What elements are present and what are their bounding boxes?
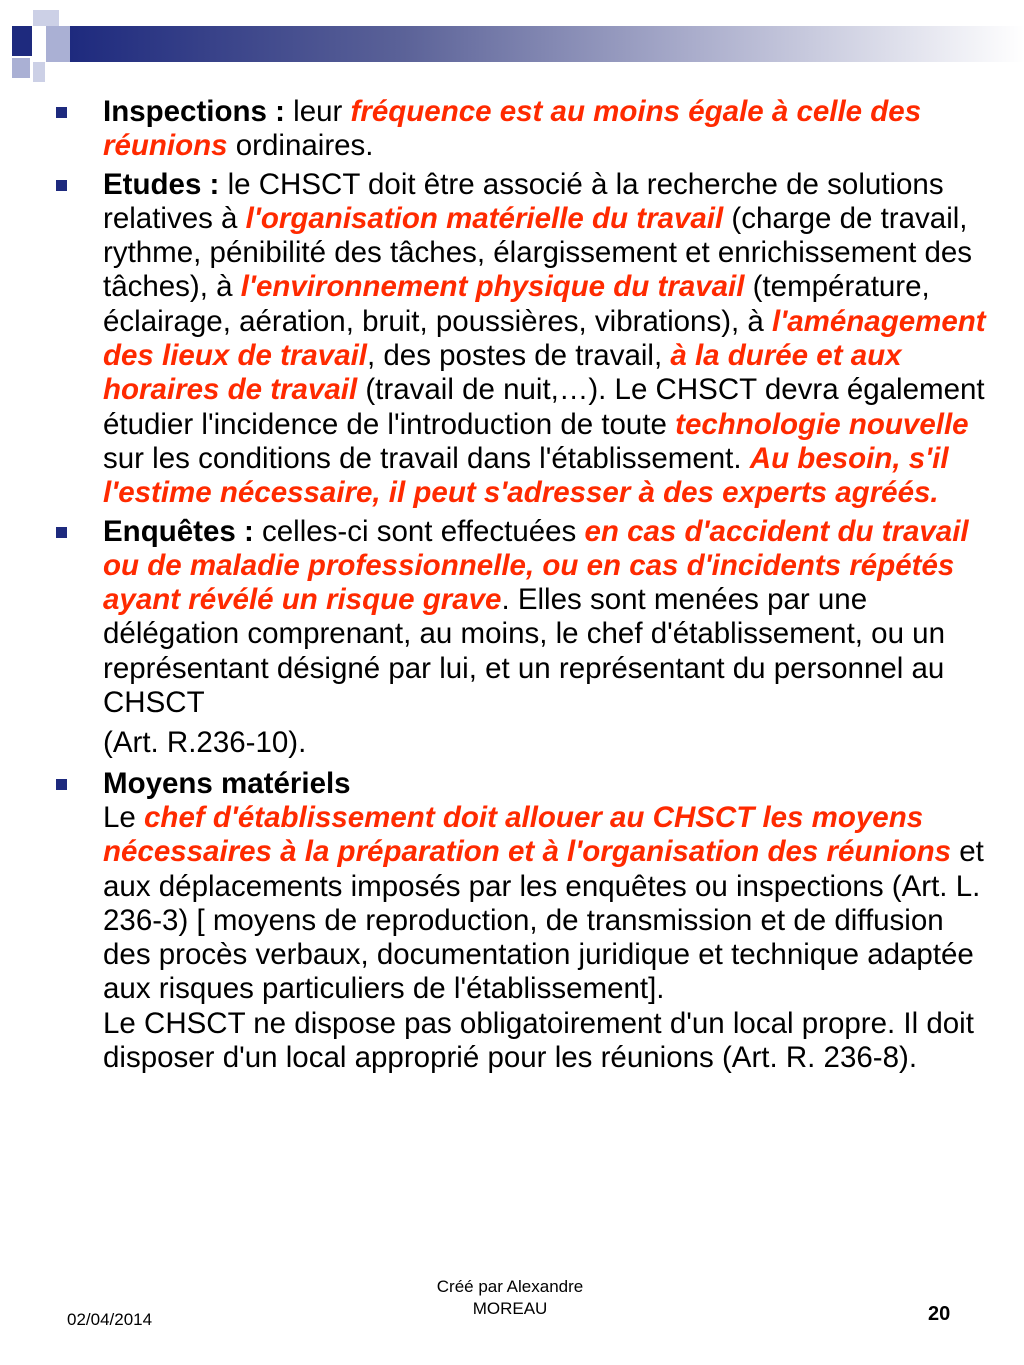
highlighted-text: fréquence est au moins égale à celle des réunions (103, 95, 922, 163)
header-gradient-bar (70, 26, 1024, 62)
bullet-item (56, 95, 996, 164)
body-text: et aux déplacements imposés par les enquêtes ou inspections (Art. L. 236-3) [ moyens de reproduction, de transmission et de diffusion des procès verbaux, documentation juridique et technique adaptée aux risques particuliers de l'établissement]. (103, 835, 984, 1006)
decor-square (12, 58, 30, 78)
body-text: ordinaires. (227, 129, 374, 163)
decor-square (12, 26, 32, 56)
footer-date: 02/04/2014 (67, 1310, 153, 1329)
highlighted-text: l'organisation matérielle du travail (245, 201, 724, 235)
bullet-heading: Inspections : (103, 95, 294, 128)
bullet-moyens-materiels (56, 767, 996, 1076)
slide-content (56, 95, 996, 1079)
bullet-square-icon (56, 180, 67, 191)
bullet-heading: Enquêtes : (103, 514, 262, 548)
highlighted-text: technologie nouvelle (675, 407, 969, 441)
decor-square (33, 10, 59, 26)
article-reference: (Art. R.236-10). (103, 726, 307, 760)
highlighted-text: en cas d'accident du travail ou de maladie professionnelle, ou en cas d'incidents répétés ayant révélé un risque grave (103, 514, 969, 617)
bullet-square-icon (56, 527, 67, 538)
body-text: (travail de nuit,…). Le CHSCT devra également étudier l'incidence de l'introduction de toute (103, 373, 985, 441)
bullet-item (56, 515, 996, 721)
body-text: sur les conditions de travail dans l'établissement. (103, 441, 750, 475)
body-text: Le (103, 800, 145, 834)
highlighted-text: l'aménagement des lieux de travail (103, 304, 986, 373)
highlighted-text: à la durée et aux horaires de travail (103, 339, 902, 407)
body-text: leur (293, 95, 351, 128)
decor-square (46, 26, 70, 62)
bullet-title: Moyens matériels (103, 766, 351, 800)
bullet-item (56, 168, 996, 511)
footer-author (400, 1276, 620, 1320)
highlighted-text: l'environnement physique du travail (240, 270, 745, 304)
highlighted-text: chef d'établissement doit allouer au CHSCT les moyens nécessaires à la préparation et à l'organisation des réunions (103, 800, 952, 869)
body-text: . Elles sont menées par une délégation comprenant, au moins, le chef d'établissement, ou un représentant désigné par lui, et un représentant du personnel au CHSCT (103, 583, 945, 720)
bullet-text (103, 801, 996, 1007)
footer-author-line: Créé par Alexandre (436, 1277, 584, 1296)
footer-author-line: MOREAU (472, 1299, 548, 1318)
body-text: celles-ci sont effectuées (262, 514, 585, 548)
page-number: 20 (928, 1303, 951, 1325)
bullet-closing-text: Le CHSCT ne dispose pas obligatoirement d'un local propre. Il doit disposer d'un local approprié pour les réunions (Art. R. 236-8). (103, 1006, 974, 1075)
body-text: (température, éclairage, aération, bruit, poussières, vibrations), à (103, 270, 930, 338)
bullet-list (56, 95, 996, 720)
bullet-heading: Etudes : (103, 167, 228, 201)
bullet-square-icon (56, 107, 67, 118)
body-text: le CHSCT doit être associé à la recherche de solutions relatives à (103, 167, 944, 235)
decor-square (33, 62, 45, 82)
highlighted-text: Au besoin, s'il l'estime nécessaire, il peut s'adresser à des experts agréés. (103, 441, 949, 510)
body-text: (charge de travail, rythme, pénibilité des tâches, élargissement et enrichissement des tâches), à (103, 201, 973, 304)
bullet-square-icon (56, 779, 67, 790)
body-text: , des postes de travail, (367, 339, 671, 373)
